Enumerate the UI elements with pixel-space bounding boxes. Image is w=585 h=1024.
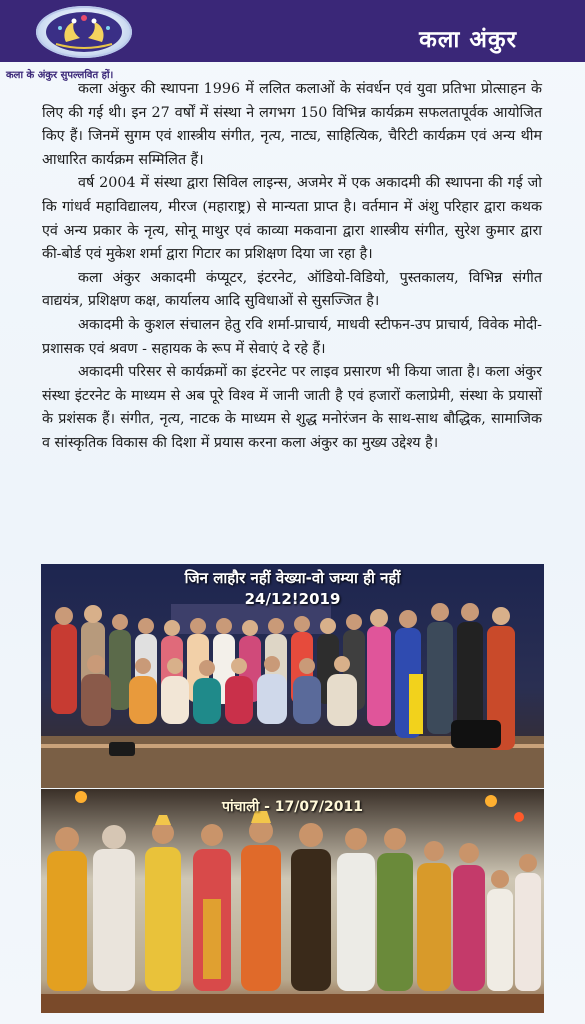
group-photo	[41, 564, 544, 788]
tagline: कला के अंकुर सुपल्लवित हों।	[6, 70, 114, 81]
paragraph: वर्ष 2004 में संस्था द्वारा सिविल लाइन्स, अजमेर में एक अकादमी की स्थापना की गई जो कि गांधर्व महाविद्यालय, मीरज (महाराष्ट्र) से मान्यता प्राप्त है। वर्तमान में अंशु परिहार द्वारा कथक एवं अन्य प्रकार के नृत्य, सोनू माथुर एवं काव्या मकवाना द्वारा शास्त्रीय संगीत, सुरेश कुमार द्वारा की-बोर्ड एवं मुकेश शर्मा द्वारा गिटार का प्रशिक्षण दिया जा रहा है।	[42, 175, 542, 263]
paragraph: कला अंकुर की स्थापना 1996 में ललित कलाओं के संवर्धन एवं युवा प्रतिभा प्रोत्साहन के लिए की गई थी। इन 27 वर्षों में संस्था ने लगभग 150 विभिन्न कार्यक्रम सफलतापूर्वक आयोजित किए हैं। जिनमें सुगम एवं शास्त्रीय संगीत, नृत्य, नाट्य, साहित्यिक, चैरिटी कार्यक्रम एवं अन्य थीम आधारित कार्यक्रम सम्मिलित हैं।	[42, 81, 542, 168]
stage-photo	[41, 789, 544, 1013]
paragraph: अकादमी के कुशल संचालन हेतु रवि शर्मा-प्राचार्य, माधवी स्टीफन-उप प्राचार्य, विवेक मोदी-प्रशासक एवं श्रवण - सहायक के रूप में सेवाएं दे रहे हैं।	[42, 316, 542, 357]
photo-caption	[41, 568, 544, 610]
paragraph: कला अंकुर अकादमी कंप्यूटर, इंटरनेट, ऑडियो-विडियो, पुस्तकालय, विभिन्न संगीत वाद्ययंत्र, प्रशिक्षण कक्ष, कार्यालय आदि सुविधाओं से सुसज्जित है।	[42, 269, 542, 310]
peacock-logo-icon	[36, 6, 132, 58]
photo-caption-date: 24/12!2019	[244, 590, 341, 608]
photo-caption-title: जिन लाहौर नहीं वेख्या-वो जम्या ही नहीं	[184, 569, 401, 587]
photo-caption: पांचाली - 17/07/2011	[222, 799, 363, 815]
article-body	[42, 78, 542, 456]
page-title: कला अंकुर	[419, 27, 517, 53]
paragraph: अकादमी परिसर से कार्यक्रमों का इंटरनेट पर लाइव प्रसारण भी किया जाता है। कला अंकुर संस्था इंटरनेट के माध्यम से अब पूरे विश्व में जानी जाती है एवं हजारों कलाप्रेमी, संस्था के प्रयासों के प्रशंसक हैं। संगीत, नृत्य, नाटक के माध्यम से शुद्ध मनोरंजन के साथ-साथ बौद्धिक, सामाजिक व सांस्कृतिक विकास की दिशा में प्रयास करना कला अंकुर का मुख्य उद्देश्य है।	[42, 364, 542, 451]
header-bar	[0, 0, 585, 62]
stage-photo-illustration	[41, 789, 544, 1013]
